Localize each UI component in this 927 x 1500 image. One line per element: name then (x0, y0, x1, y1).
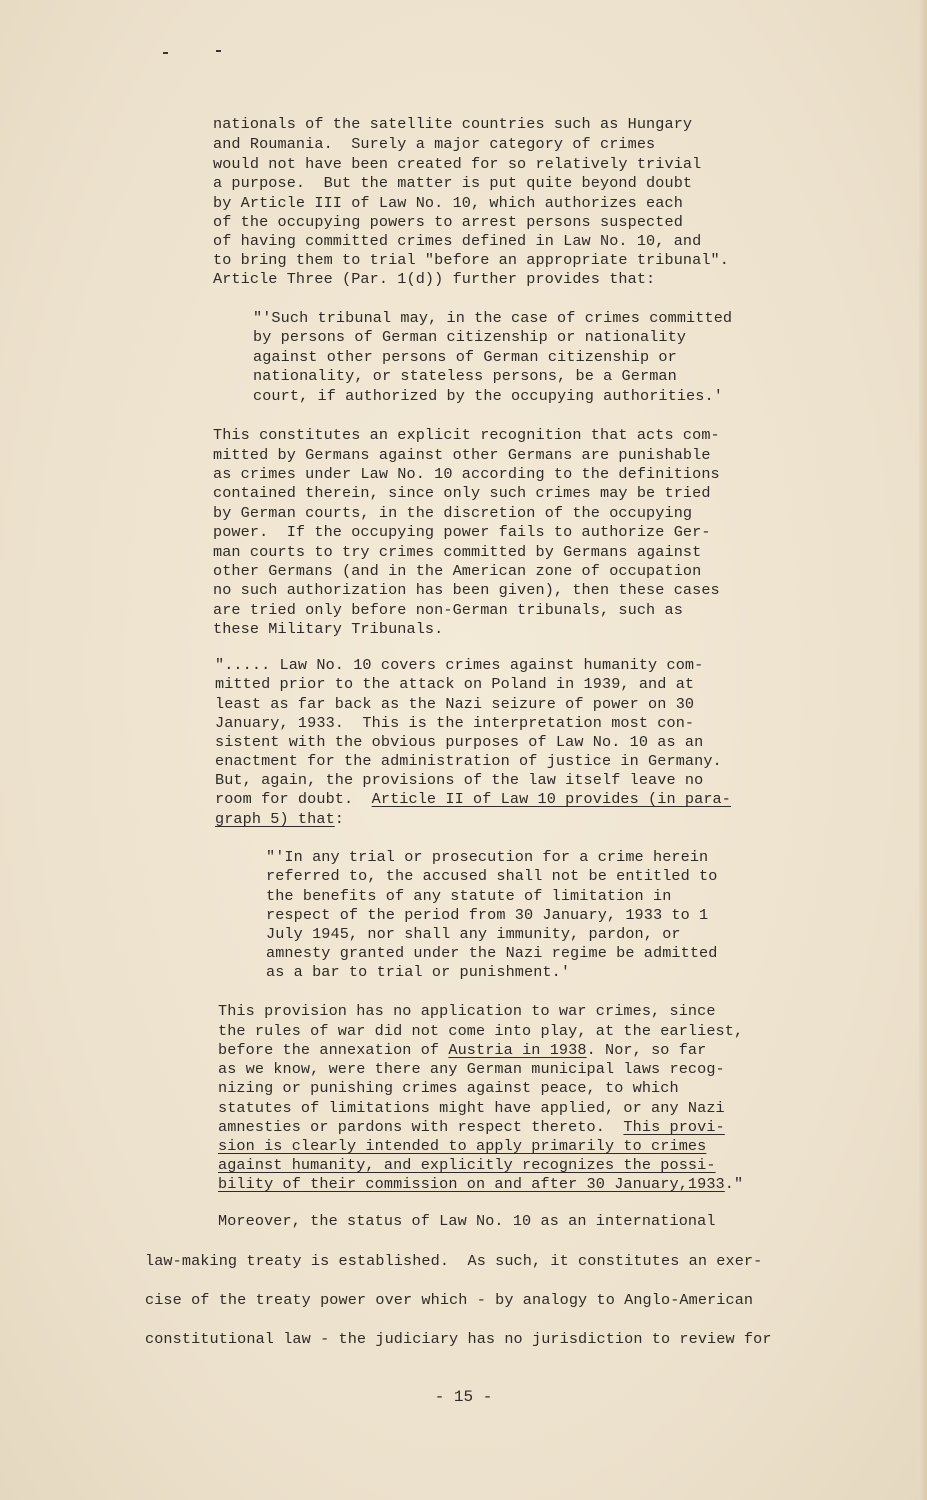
text-line: these Military Tribunals. (213, 620, 444, 638)
quote-line: against other persons of German citizenship or (253, 348, 677, 366)
text-line: This constitutes an explicit recognition that acts com- (213, 426, 720, 444)
text-line: mitted by Germans against other Germans are punishable (213, 446, 711, 464)
text-line: This provision has no application to war crimes, since (218, 1002, 716, 1020)
text-line: mitted prior to the attack on Poland in 1939, and at (215, 675, 695, 693)
text-line: as crimes under Law No. 10 according to the definitions (213, 465, 720, 483)
text-line: of the occupying powers to arrest persons suspected (213, 213, 683, 231)
text-line: Moreover, the status of Law No. 10 as an international (218, 1212, 716, 1230)
text-line: statutes of limitations might have applied, or any Nazi (218, 1099, 725, 1117)
underlined-text: bility of their commission on and after 30 January,1933 (218, 1175, 725, 1193)
text-line: and Roumania. Surely a major category of crimes (213, 135, 656, 153)
text-line (218, 1041, 706, 1059)
text-line: to bring them to trial "before an appropriate tribunal". (213, 251, 729, 269)
text-line: nationals of the satellite countries such as Hungary (213, 115, 693, 133)
text-line: law-making treaty is established. As such, it constitutes an exer- (145, 1252, 763, 1270)
text-segment: ." (724, 1175, 744, 1193)
text-line: by German courts, in the discretion of the occupying (213, 504, 693, 522)
text-line: contained therein, since only such crimes may be tried (213, 484, 711, 502)
text-line: would not have been created for so relatively trivial (213, 155, 702, 173)
quote-line: amnesty granted under the Nazi regime be admitted (266, 944, 718, 962)
quote-line: July 1945, nor shall any immunity, pardon, or (266, 925, 681, 943)
underlined-text: graph 5) that (215, 810, 335, 828)
underlined-text-line: against humanity, and explicitly recognizes the possi- (218, 1156, 716, 1174)
text-line: of having committed crimes defined in Law No. 10, and (213, 232, 702, 250)
quote-line: "'In any trial or prosecution for a crime herein (266, 848, 709, 866)
text-line: January, 1933. This is the interpretation most con- (215, 714, 695, 732)
text-line: the rules of war did not come into play, at the earliest, (218, 1022, 744, 1040)
text-line: a purpose. But the matter is put quite beyond doubt (213, 174, 693, 192)
text-line (218, 1118, 725, 1136)
quote-line: referred to, the accused shall not be entitled to (266, 867, 718, 885)
text-line: But, again, the provisions of the law itself leave no (215, 771, 704, 789)
page-edge (919, 0, 927, 1500)
text-line: sistent with the obvious purposes of Law No. 10 as an (215, 733, 704, 751)
quote-line: "'Such tribunal may, in the case of crimes committed (253, 309, 733, 327)
text-line: as we know, were there any German municipal laws recog- (218, 1060, 725, 1078)
text-line: no such authorization has been given), then these cases (213, 581, 720, 599)
quote-line: court, if authorized by the occupying authorities.' (253, 387, 723, 405)
text-line: power. If the occupying power fails to authorize Ger- (213, 523, 711, 541)
quote-line: as a bar to trial or punishment.' (266, 963, 571, 981)
text-line: Article Three (Par. 1(d)) further provides that: (213, 270, 656, 288)
text-line: are tried only before non-German tribunals, such as (213, 601, 683, 619)
text-line: man courts to try crimes committed by Germans against (213, 543, 702, 561)
underlined-text-line: sion is clearly intended to apply primarily to crimes (218, 1137, 707, 1155)
underlined-text: Austria in 1938 (448, 1041, 587, 1059)
text-line (215, 810, 344, 828)
text-line: nizing or punishing crimes against peace, to which (218, 1079, 679, 1097)
text-segment: : (334, 810, 345, 828)
text-line: enactment for the administration of justice in Germany. (215, 752, 722, 770)
quote-line: the benefits of any statute of limitation in (266, 887, 672, 905)
quote-line: by persons of German citizenship or nationality (253, 328, 687, 346)
text-segment: . Nor, so far (586, 1041, 707, 1059)
text-segment: amnesties or pardons with respect thereto. (218, 1118, 624, 1136)
text-line (215, 790, 731, 808)
text-segment: room for doubt. (215, 790, 372, 808)
text-segment: before the annexation of (218, 1041, 449, 1059)
text-line: least as far back as the Nazi seizure of power on 30 (215, 695, 695, 713)
text-line: by Article III of Law No. 10, which authorizes each (213, 194, 683, 212)
quote-line: respect of the period from 30 January, 1933 to 1 (266, 906, 709, 924)
text-line: cise of the treaty power over which - by analogy to Anglo-American (145, 1291, 754, 1309)
page-number: - 15 - (434, 1388, 493, 1406)
quote-line: nationality, or stateless persons, be a German (253, 367, 677, 385)
text-line: other Germans (and in the American zone of occupation (213, 562, 702, 580)
text-line: "..... Law No. 10 covers crimes against humanity com- (215, 656, 704, 674)
stray-mark (163, 52, 168, 54)
text-line: constitutional law - the judiciary has no jurisdiction to review for (145, 1330, 772, 1348)
text-line (218, 1175, 743, 1193)
stray-mark (216, 50, 221, 52)
underlined-text: Article II of Law 10 provides (in para- (371, 790, 731, 808)
underlined-text: This provi- (623, 1118, 725, 1136)
